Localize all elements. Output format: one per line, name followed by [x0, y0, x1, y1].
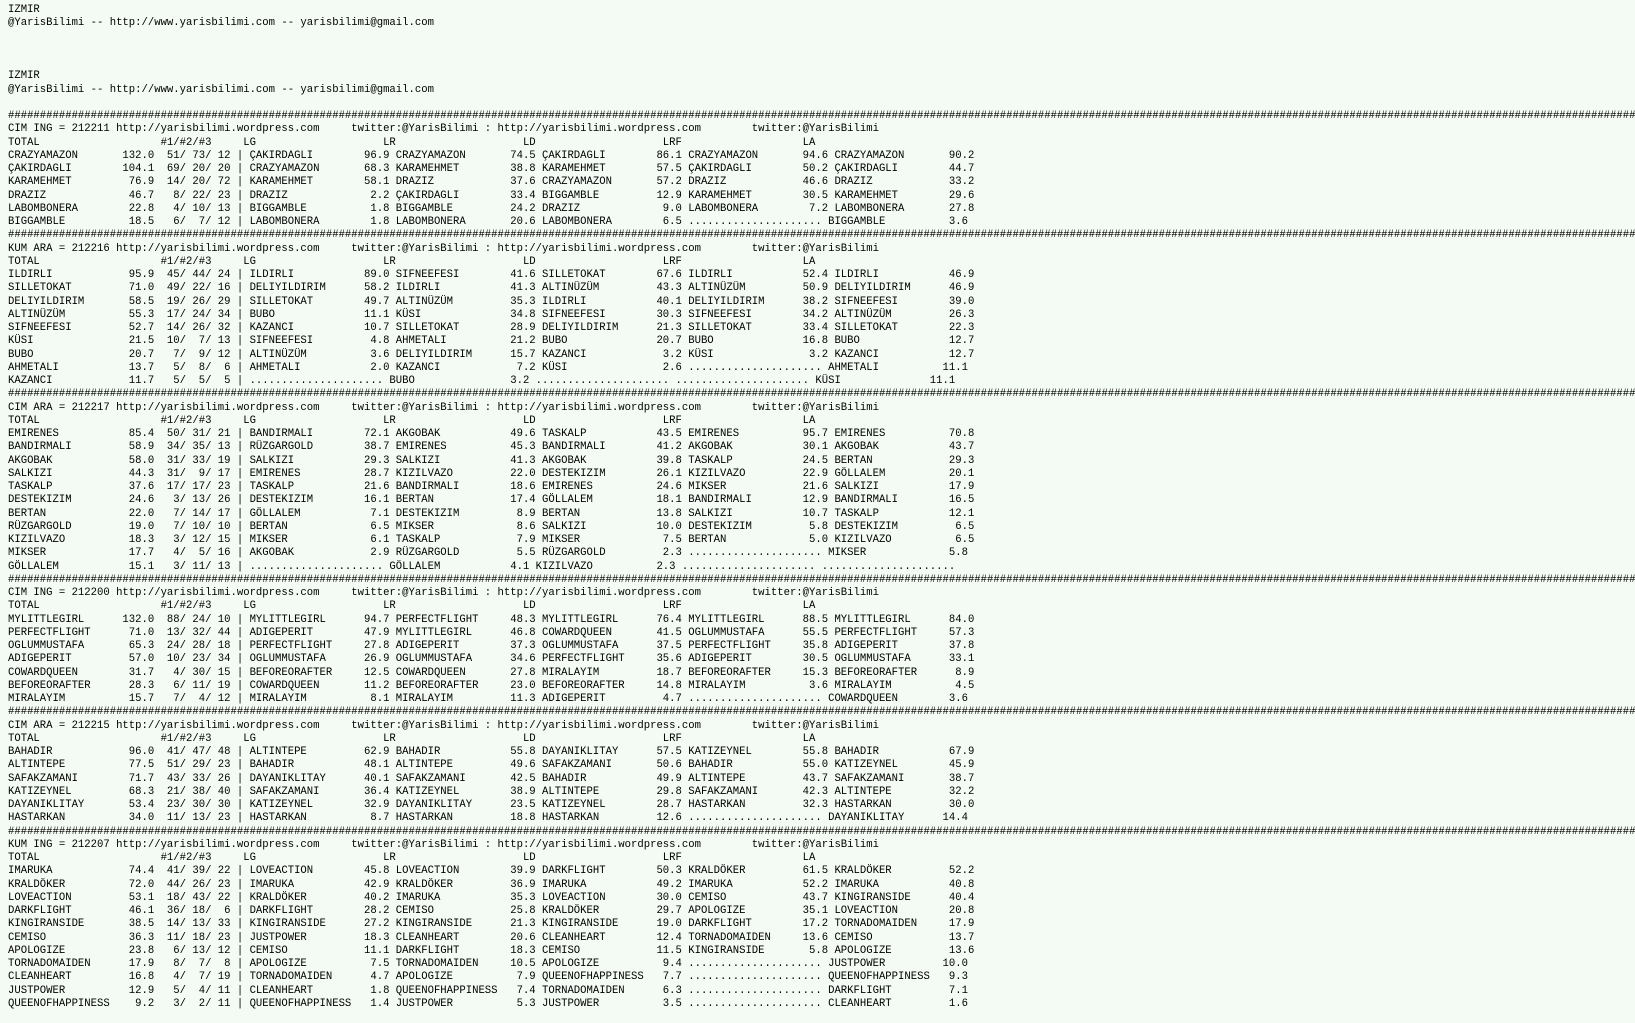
text-line: KAZANCI 11.7 5/ 5/ 5 | ..................... BUBO 3.2 ..................... ..................... KÜSI 11.1: [8, 375, 956, 387]
text-line: IMARUKA 74.4 41/ 39/ 22 | LOVEACTION 45.8 LOVEACTION 39.9 DARKFLIGHT 50.3 KRALDÖKER 61.5 KRALDÖKER 52.2: [8, 865, 975, 878]
text-line: BEFOREORAFTER 28.3 6/ 11/ 19 | COWARDQUEEN 11.2 BEFOREORAFTER 23.0 BEFOREORAFTER 14.8 MIRALAYIM 3.6 MIRALAYIM 4.5: [8, 679, 975, 692]
text-line: KÜSI 21.5 10/ 7/ 13 | SIFNEEFESI 4.8 AHMETALI 21.2 BUBO 20.7 BUBO 16.8 BUBO 12.7: [8, 335, 975, 348]
text-line: [8, 97, 1022, 110]
text-line: MIKSER 17.7 4/ 5/ 16 | AKGOBAK 2.9 RÜZGARGOLD 5.5 RÜZGARGOLD 2.3 ..................... MIKSER 5.8: [8, 547, 968, 560]
text-line: LOVEACTION 53.1 18/ 43/ 22 | KRALDÖKER 40.2 IMARUKA 35.3 LOVEACTION 30.0 CEMISO 43.7 KINGIRANSIDE 40.4: [8, 891, 975, 904]
text-line: GÖLLALEM 15.1 3/ 11/ 13 | ..................... GÖLLALEM 4.1 KIZILVAZO 2.3 ..................... .....................: [8, 560, 956, 573]
text-line: CLEANHEART 16.8 4/ 7/ 19 | TORNADOMAIDEN 4.7 APOLOGIZE 7.9 QUEENOFHAPPINESS 7.7 ..................... QUEENOFHAPPINESS 9.3: [8, 971, 968, 984]
text-line: EMIRENES 85.4 50/ 31/ 21 | BANDIRMALI 72.1 AKGOBAK 49.6 TASKALP 43.5 EMIRENES 95.7 EMIRENES 70.8: [8, 428, 975, 440]
text-line: RÜZGARGOLD 19.0 7/ 10/ 10 | BERTAN 6.5 MIKSER 8.6 SALKIZI 10.0 DESTEKIZIM 5.8 DESTEKIZIM 6.5: [8, 520, 975, 533]
text-line: SALKIZI 44.3 31/ 9/ 17 | EMIRENES 28.7 KIZILVAZO 22.0 DESTEKIZIM 26.1 KIZILVAZO 22.9 GÖLLALEM 20.1: [8, 467, 975, 480]
text-line: ################################################################################################################################################################################################################################################################: [8, 229, 1635, 242]
text-line: ################################################################################################################################################################################################################################################################: [8, 573, 1635, 586]
text-line: [8, 57, 1022, 70]
text-line: TOTAL #1/#2/#3 LG LR LD LRF LA: [8, 414, 816, 427]
text-line: CIM ARA = 212217 http://yarisbilimi.wordpress.com twitter:@YarisBilimi : http://yarisbilimi.wordpress.com twitter:@YarisBilimi: [8, 401, 879, 414]
text-line: PERFECTFLIGHT 71.0 13/ 32/ 44 | ADIGEPERIT 47.9 MYLITTLEGIRL 46.8 COWARDQUEEN 41.5 OGLUMMUSTAFA 55.5 PERFECTFLIGHT 57.3: [8, 626, 975, 639]
text-line: MYLITTLEGIRL 132.0 88/ 24/ 10 | MYLITTLEGIRL 94.7 PERFECTFLIGHT 48.3 MYLITTLEGIRL 76.4 MYLITTLEGIRL 88.5 MYLITTLEGIRL 84.0: [8, 613, 975, 626]
text-line: KIZILVAZO 18.3 3/ 12/ 15 | MIKSER 6.1 TASKALP 7.9 MIKSER 7.5 BERTAN 5.0 KIZILVAZO 6.5: [8, 534, 975, 546]
text-line: CRAZYAMAZON 132.0 51/ 73/ 12 | ÇAKIRDAGLI 96.9 CRAZYAMAZON 74.5 ÇAKIRDAGLI 86.1 CRAZYAMAZON 94.6 CRAZYAMAZON 90.2: [8, 149, 975, 162]
text-line: KUM ING = 212207 http://yarisbilimi.wordpress.com twitter:@YarisBilimi : http://yarisbilimi.wordpress.com twitter:@YarisBilimi: [8, 838, 879, 851]
text-line: DELIYILDIRIM 58.5 19/ 26/ 29 | SILLETOKAT 49.7 ALTINÜZÜM 35.3 ILDIRLI 40.1 DELIYILDIRIM 38.2 SIFNEEFESI 39.0: [8, 295, 975, 308]
text-line: [8, 44, 1022, 57]
text-line: TOTAL #1/#2/#3 LG LR LD LRF LA: [8, 600, 816, 613]
text-line: HASTARKAN 34.0 11/ 13/ 23 | HASTARKAN 8.7 HASTARKAN 18.8 HASTARKAN 12.6 ..................... DAYANIKLITAY 14.4: [8, 812, 968, 825]
text-line: CIM ARA = 212215 http://yarisbilimi.wordpress.com twitter:@YarisBilimi : http://yarisbilimi.wordpress.com twitter:@YarisBilimi: [8, 719, 879, 732]
text-line: IZMIR: [8, 4, 40, 16]
text-line: DARKFLIGHT 46.1 36/ 18/ 6 | DARKFLIGHT 28.2 CEMISO 25.8 KRALDÖKER 29.7 APOLOGIZE 35.1 LOVEACTION 20.8: [8, 905, 975, 917]
text-line: ################################################################################################################################################################################################################################################################: [8, 388, 1635, 401]
text-line: BANDIRMALI 58.9 34/ 35/ 13 | RÜZGARGOLD 38.7 EMIRENES 45.3 BANDIRMALI 41.2 AKGOBAK 30.1 AKGOBAK 43.7: [8, 441, 975, 454]
text-line: TASKALP 37.6 17/ 17/ 23 | TASKALP 21.6 BANDIRMALI 18.6 EMIRENES 24.6 MIKSER 21.6 SALKIZI 17.9: [8, 481, 975, 493]
text-line: [8, 31, 1022, 44]
text-line: BUBO 20.7 7/ 9/ 12 | ALTINÜZÜM 3.6 DELIYILDIRIM 15.7 KAZANCI 3.2 KÜSI 3.2 KAZANCI 12.7: [8, 348, 975, 361]
text-line: APOLOGIZE 23.8 6/ 13/ 12 | CEMISO 11.1 DARKFLIGHT 18.3 CEMISO 11.5 KINGIRANSIDE 5.8 APOLOGIZE 13.6: [8, 944, 975, 957]
text-line: AHMETALI 13.7 5/ 8/ 6 | AHMETALI 2.0 KAZANCI 7.2 KÜSI 2.6 ..................... AHMETALI 11.1: [8, 361, 968, 374]
text-line: CEMISO 36.3 11/ 18/ 23 | JUSTPOWER 18.3 CLEANHEART 20.6 CLEANHEART 12.4 TORNADOMAIDEN 13.6 CEMISO 13.7: [8, 931, 975, 944]
text-line: ################################################################################################################################################################################################################################################################: [8, 825, 1635, 838]
text-line: SIFNEEFESI 52.7 14/ 26/ 32 | KAZANCI 10.7 SILLETOKAT 28.9 DELIYILDIRIM 21.3 SILLETOKAT 33.4 SILLETOKAT 22.3: [8, 322, 975, 334]
text-line: ILDIRLI 95.9 45/ 44/ 24 | ILDIRLI 89.0 SIFNEEFESI 41.6 SILLETOKAT 67.6 ILDIRLI 52.4 ILDIRLI 46.9: [8, 269, 975, 281]
text-line: MIRALAYIM 15.7 7/ 4/ 12 | MIRALAYIM 8.1 MIRALAYIM 11.3 ADIGEPERIT 4.7 ..................... COWARDQUEEN 3.6: [8, 693, 968, 705]
text-line: OGLUMMUSTAFA 65.3 24/ 28/ 18 | PERFECTFLIGHT 27.8 ADIGEPERIT 37.3 OGLUMMUSTAFA 37.5 PERFECTFLIGHT 35.8 ADIGEPERIT 37.8: [8, 640, 975, 652]
text-line: CIM ING = 212211 http://yarisbilimi.wordpress.com twitter:@YarisBilimi : http://yarisbilimi.wordpress.com twitter:@YarisBilimi: [8, 123, 879, 136]
text-line: TOTAL #1/#2/#3 LG LR LD LRF LA: [8, 852, 816, 864]
text-line: @YarisBilimi -- http://www.yarisbilimi.com -- yarisbilimi@gmail.com: [8, 83, 434, 96]
text-line: BERTAN 22.0 7/ 14/ 17 | GÖLLALEM 7.1 DESTEKIZIM 8.9 BERTAN 13.8 SALKIZI 10.7 TASKALP 12.1: [8, 507, 975, 520]
text-line: KUM ARA = 212216 http://yarisbilimi.wordpress.com twitter:@YarisBilimi : http://yarisbilimi.wordpress.com twitter:@YarisBilimi: [8, 242, 879, 255]
text-line: ADIGEPERIT 57.0 10/ 23/ 34 | OGLUMMUSTAFA 26.9 OGLUMMUSTAFA 34.6 PERFECTFLIGHT 35.6 ADIGEPERIT 30.5 OGLUMMUSTAFA 33.1: [8, 653, 975, 666]
text-line: ÇAKIRDAGLI 104.1 69/ 20/ 20 | CRAZYAMAZON 68.3 KARAMEHMET 38.8 KARAMEHMET 57.5 ÇAKIRDAGLI 50.2 ÇAKIRDAGLI 44.7: [8, 163, 975, 175]
text-line: TORNADOMAIDEN 17.9 8/ 7/ 8 | APOLOGIZE 7.5 TORNADOMAIDEN 10.5 APOLOGIZE 9.4 ..................... JUSTPOWER 10.0: [8, 958, 968, 970]
text-line: DRAZIZ 46.7 8/ 22/ 23 | DRAZIZ 2.2 ÇAKIRDAGLI 33.4 BIGGAMBLE 12.9 KARAMEHMET 30.5 KARAMEHMET 29.6: [8, 189, 975, 202]
text-line: IZMIR: [8, 70, 40, 83]
text-line: KARAMEHMET 76.9 14/ 20/ 72 | KARAMEHMET 58.1 DRAZIZ 37.6 CRAZYAMAZON 57.2 DRAZIZ 46.6 DRAZIZ 33.2: [8, 176, 975, 189]
text-line: DESTEKIZIM 24.6 3/ 13/ 26 | DESTEKIZIM 16.1 BERTAN 17.4 GÖLLALEM 18.1 BANDIRMALI 12.9 BANDIRMALI 16.5: [8, 494, 975, 507]
text-line: DAYANIKLITAY 53.4 23/ 30/ 30 | KATIZEYNEL 32.9 DAYANIKLITAY 23.5 KATIZEYNEL 28.7 HASTARKAN 32.3 HASTARKAN 30.0: [8, 799, 975, 811]
text-line: BIGGAMBLE 18.5 6/ 7/ 12 | LABOMBONERA 1.8 LABOMBONERA 20.6 LABOMBONERA 6.5 ..................... BIGGAMBLE 3.6: [8, 216, 968, 228]
text-line: KATIZEYNEL 68.3 21/ 38/ 40 | SAFAKZAMANI 36.4 KATIZEYNEL 38.9 ALTINTEPE 29.8 SAFAKZAMANI 42.3 ALTINTEPE 32.2: [8, 785, 975, 798]
text-line: LABOMBONERA 22.8 4/ 10/ 13 | BIGGAMBLE 1.8 BIGGAMBLE 24.2 DRAZIZ 9.0 LABOMBONERA 7.2 LABOMBONERA 27.8: [8, 202, 975, 215]
text-line: ALTINTEPE 77.5 51/ 29/ 23 | BAHADIR 48.1 ALTINTEPE 49.6 SAFAKZAMANI 50.6 BAHADIR 55.0 KATIZEYNEL 45.9: [8, 759, 975, 772]
text-line: SAFAKZAMANI 71.7 43/ 33/ 26 | DAYANIKLITAY 40.1 SAFAKZAMANI 42.5 BAHADIR 49.9 ALTINTEPE 43.7 SAFAKZAMANI 38.7: [8, 772, 975, 785]
text-line: TOTAL #1/#2/#3 LG LR LD LRF LA: [8, 255, 816, 268]
text-line: CIM ING = 212200 http://yarisbilimi.wordpress.com twitter:@YarisBilimi : http://yarisbilimi.wordpress.com twitter:@YarisBilimi: [8, 587, 879, 599]
text-line: ################################################################################################################################################################################################################################################################: [8, 110, 1635, 122]
text-line: TOTAL #1/#2/#3 LG LR LD LRF LA: [8, 136, 816, 149]
text-line: JUSTPOWER 12.9 5/ 4/ 11 | CLEANHEART 1.8 QUEENOFHAPPINESS 7.4 TORNADOMAIDEN 6.3 ..................... DARKFLIGHT 7.1: [8, 984, 968, 997]
text-line: BAHADIR 96.0 41/ 47/ 48 | ALTINTEPE 62.9 BAHADIR 55.8 DAYANIKLITAY 57.5 KATIZEYNEL 55.8 BAHADIR 67.9: [8, 746, 975, 758]
text-line: ALTINÜZÜM 55.3 17/ 24/ 34 | BUBO 11.1 KÜSI 34.8 SIFNEEFESI 30.3 SIFNEEFESI 34.2 ALTINÜZÜM 26.3: [8, 308, 975, 321]
text-line: SILLETOKAT 71.0 49/ 22/ 16 | DELIYILDIRIM 58.2 ILDIRLI 41.3 ALTINÜZÜM 43.3 ALTINÜZÜM 50.9 DELIYILDIRIM 46.9: [8, 282, 975, 295]
text-line: KRALDÖKER 72.0 44/ 26/ 23 | IMARUKA 42.9 KRALDÖKER 36.9 IMARUKA 49.2 IMARUKA 52.2 IMARUKA 40.8: [8, 878, 975, 891]
text-line: KINGIRANSIDE 38.5 14/ 13/ 33 | KINGIRANSIDE 27.2 KINGIRANSIDE 21.3 KINGIRANSIDE 19.0 DARKFLIGHT 17.2 TORNADOMAIDEN 17.9: [8, 918, 975, 931]
text-line: ################################################################################################################################################################################################################################################################: [8, 706, 1635, 719]
text-line: AKGOBAK 58.0 31/ 33/ 19 | SALKIZI 29.3 SALKIZI 41.3 AKGOBAK 39.8 TASKALP 24.5 BERTAN 29.3: [8, 454, 975, 467]
text-line: QUEENOFHAPPINESS 9.2 3/ 2/ 11 | QUEENOFHAPPINESS 1.4 JUSTPOWER 5.3 JUSTPOWER 3.5 ..................... CLEANHEART 1.6: [8, 997, 968, 1010]
text-line: COWARDQUEEN 31.7 4/ 30/ 15 | BEFOREORAFTER 12.5 COWARDQUEEN 27.8 MIRALAYIM 18.7 BEFOREORAFTER 15.3 BEFOREORAFTER 8.9: [8, 666, 975, 679]
text-line: @YarisBilimi -- http://www.yarisbilimi.com -- yarisbilimi@gmail.com: [8, 17, 434, 30]
text-line: TOTAL #1/#2/#3 LG LR LD LRF LA: [8, 732, 816, 745]
